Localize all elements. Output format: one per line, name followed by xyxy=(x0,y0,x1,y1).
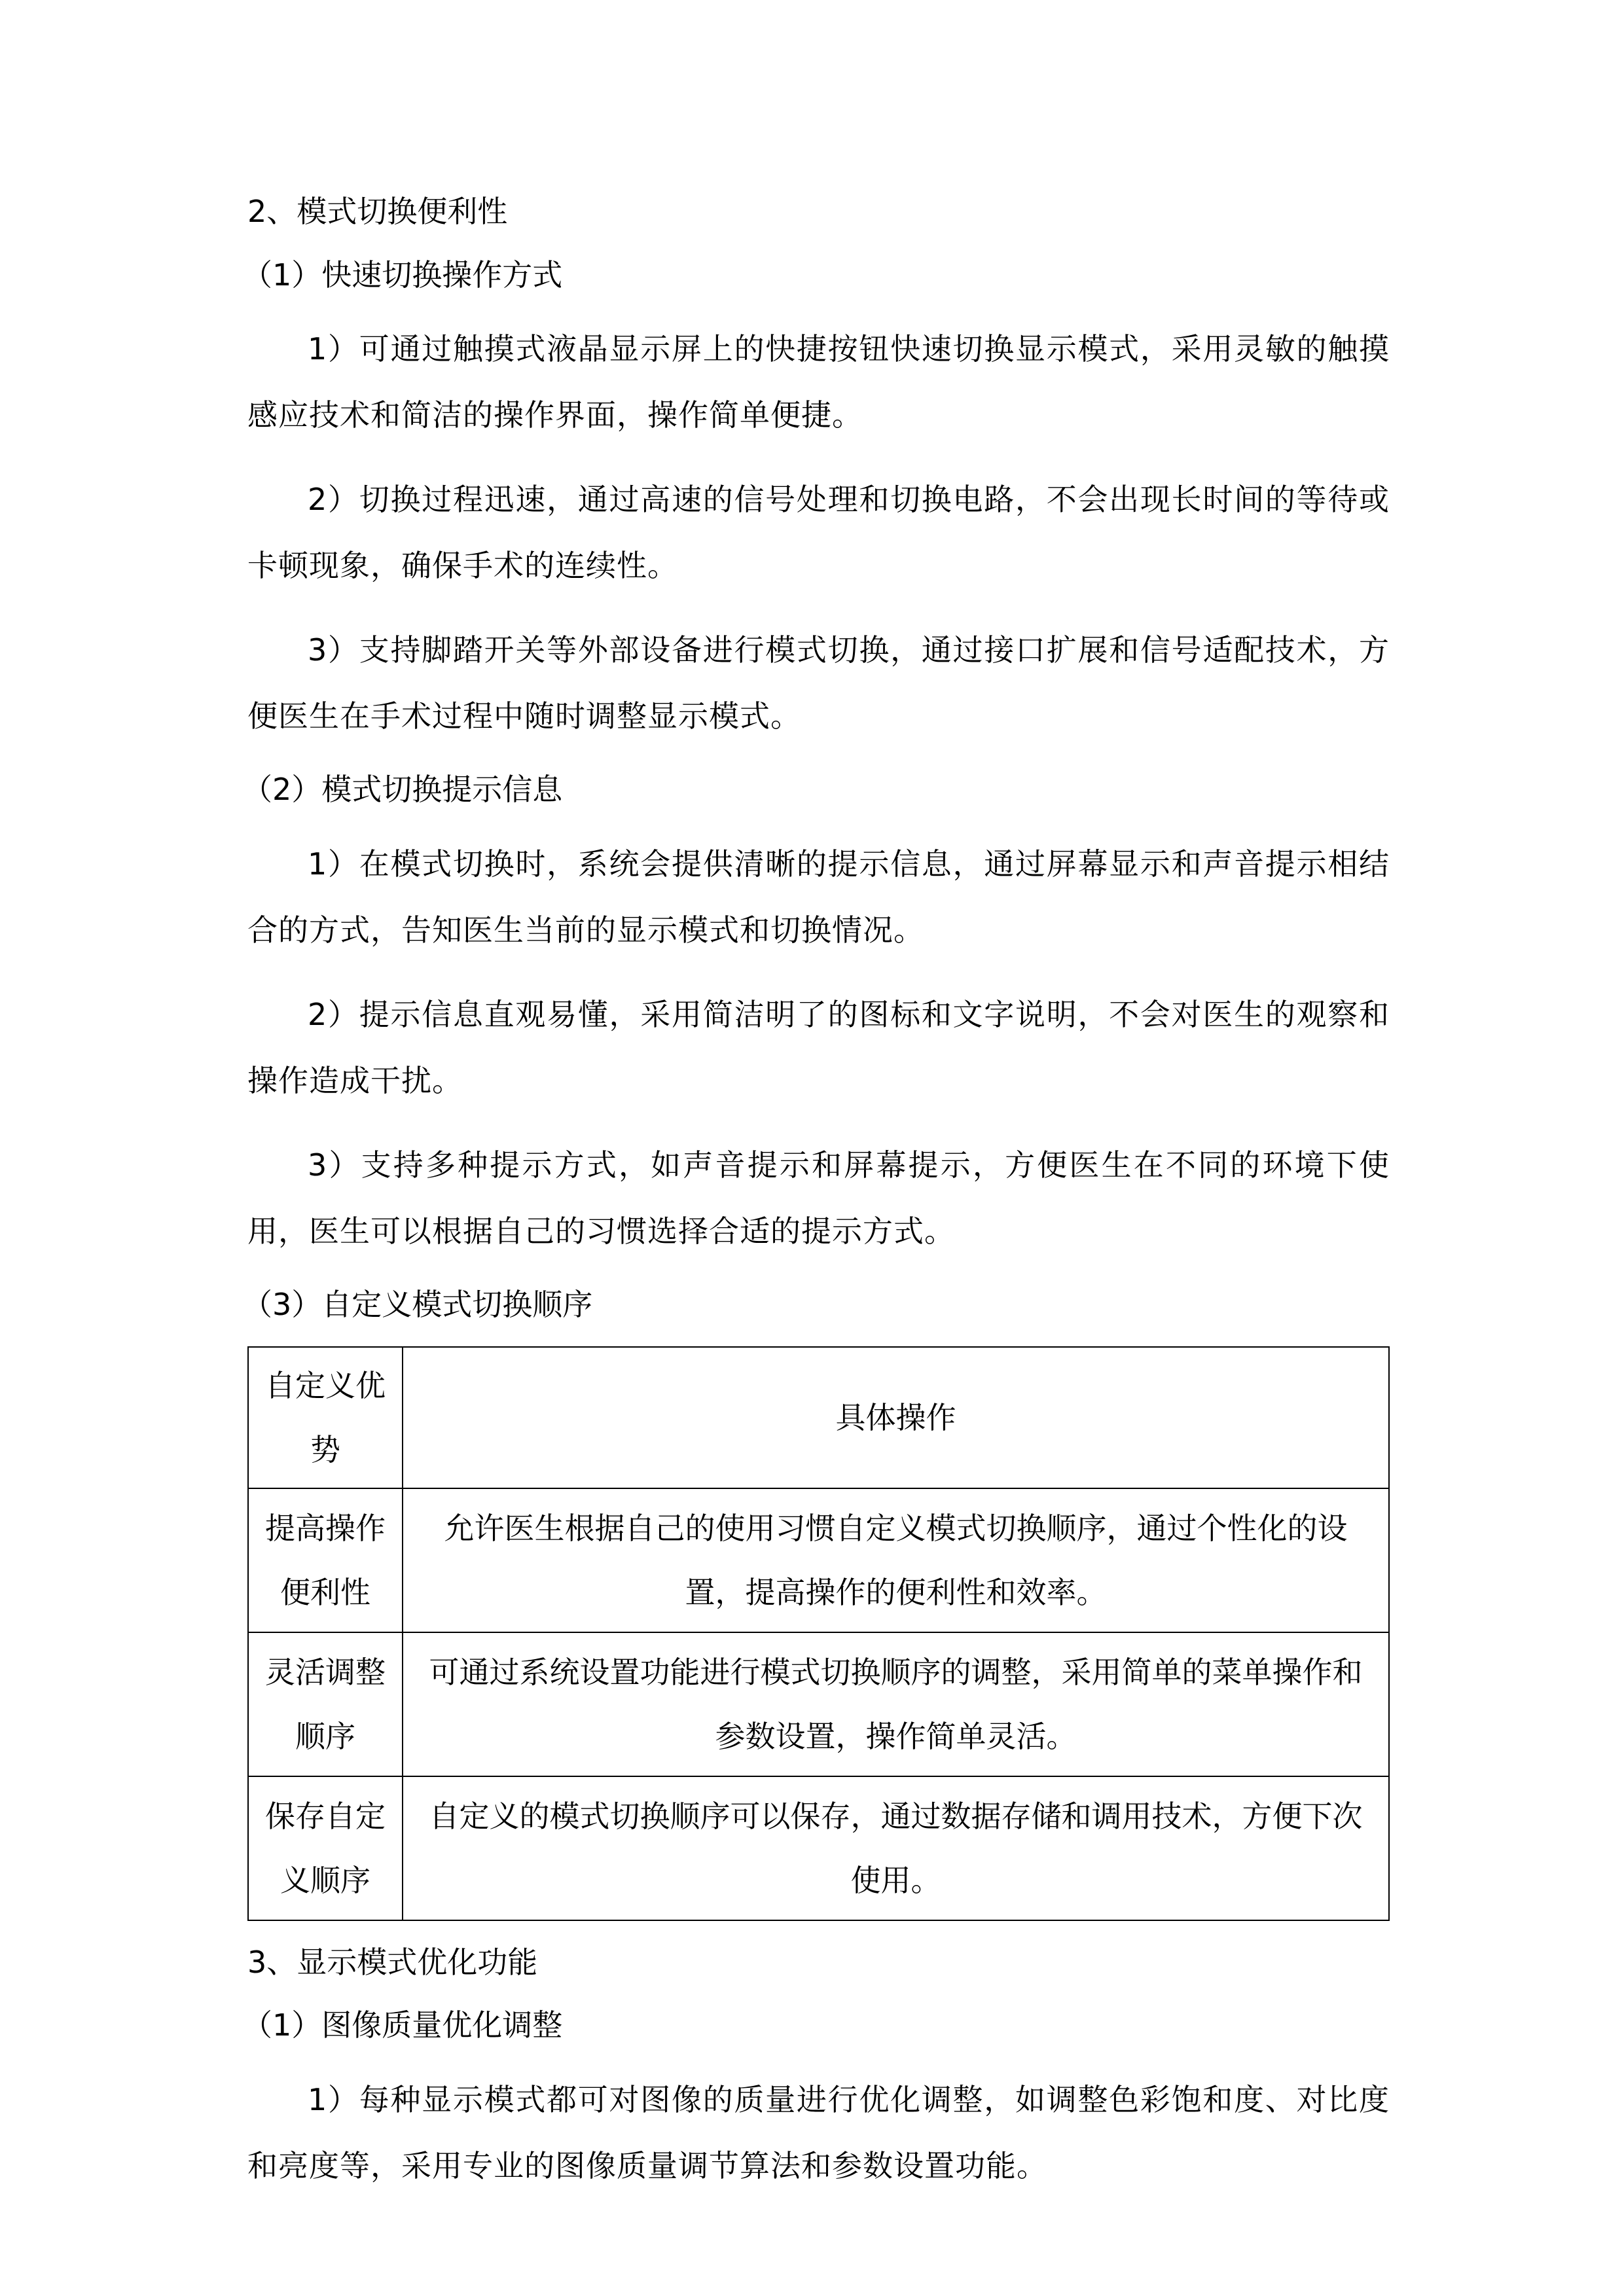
table-row xyxy=(248,1776,1389,1920)
table-cell: 可通过系统设置功能进行模式切换顺序的调整，采用简单的菜单操作和参数设置，操作简单灵活。 xyxy=(403,1632,1389,1776)
table-cell: 保存自定义顺序 xyxy=(248,1776,403,1920)
paragraph: 2）切换过程迅速，通过高速的信号处理和切换电路，不会出现长时间的等待或卡顿现象，确保手术的连续性。 xyxy=(247,482,1390,584)
paragraph: 2）提示信息直观易懂，采用简洁明了的图标和文字说明，不会对医生的观察和操作造成干扰。 xyxy=(247,997,1390,1099)
paragraph: 3）支持多种提示方式，如声音提示和屏幕提示，方便医生在不同的环境下使用，医生可以根据自己的习惯选择合适的提示方式。 xyxy=(247,1147,1390,1249)
paragraph: 1）在模式切换时，系统会提供清晰的提示信息，通过屏幕显示和声音提示相结合的方式，告知医生当前的显示模式和切换情况。 xyxy=(247,846,1390,948)
table-cell: 允许医生根据自己的使用习惯自定义模式切换顺序，通过个性化的设置，提高操作的便利性和效率。 xyxy=(403,1488,1389,1632)
subsection-heading: （3）自定义模式切换顺序 xyxy=(242,1287,593,1323)
subsection-heading: （2）模式切换提示信息 xyxy=(242,772,563,808)
subsection-heading: （1）图像质量优化调整 xyxy=(242,2007,563,2043)
table-cell: 自定义的模式切换顺序可以保存，通过数据存储和调用技术，方便下次使用。 xyxy=(403,1776,1389,1920)
custom-order-table xyxy=(247,1346,1390,1921)
table-cell: 灵活调整顺序 xyxy=(248,1632,403,1776)
table-cell: 提高操作便利性 xyxy=(248,1488,403,1632)
table-header-row xyxy=(248,1347,1389,1488)
table-row xyxy=(248,1632,1389,1776)
paragraph: 1）可通过触摸式液晶显示屏上的快捷按钮快速切换显示模式，采用灵敏的触摸感应技术和简洁的操作界面，操作简单便捷。 xyxy=(247,331,1390,433)
page-content xyxy=(242,190,1390,2217)
subsection-heading: （1）快速切换操作方式 xyxy=(242,257,563,293)
section-heading: 2、模式切换便利性 xyxy=(247,194,508,229)
paragraph: 1）每种显示模式都可对图像的质量进行优化调整，如调整色彩饱和度、对比度和亮度等，采用专业的图像质量调节算法和参数设置功能。 xyxy=(247,2082,1390,2184)
paragraph: 3）支持脚踏开关等外部设备进行模式切换，通过接口扩展和信号适配技术，方便医生在手术过程中随时调整显示模式。 xyxy=(247,632,1390,734)
table-header-cell: 具体操作 xyxy=(403,1347,1389,1488)
table-header-cell: 自定义优势 xyxy=(248,1347,403,1488)
table-row xyxy=(248,1488,1389,1632)
section-heading: 3、显示模式优化功能 xyxy=(247,1944,538,1980)
